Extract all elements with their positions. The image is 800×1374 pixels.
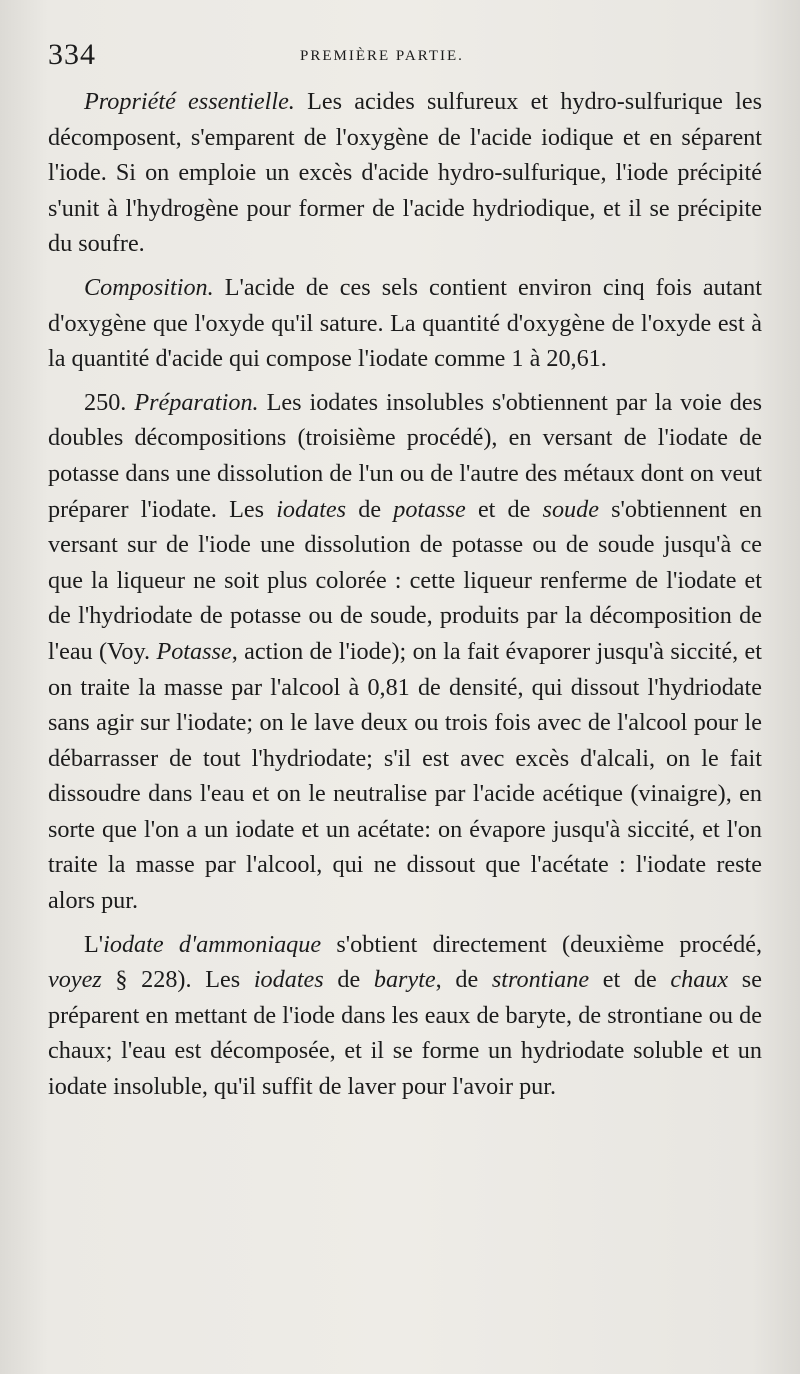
italic-term: soude xyxy=(542,495,599,523)
paragraph-text: et de xyxy=(465,495,543,523)
paragraph-text: de xyxy=(323,966,374,994)
page-number: 334 xyxy=(48,38,96,71)
section-number: 250. xyxy=(84,388,127,416)
paragraph-text: , de xyxy=(435,966,492,994)
italic-term: baryte xyxy=(373,966,436,994)
italic-term: voyez xyxy=(48,966,102,994)
paragraph-heading: Préparation. xyxy=(134,388,259,416)
paragraph-ammoniaque xyxy=(48,927,762,1105)
paragraph-text: L'acide de ces sels contient environ cinq fois autant d'oxygène que l'oxyde qu'il sature. La quantité d'oxygène de l'oxyde est à la quantité d'acide qui compose l'iodate comme 1 à 20,61. xyxy=(48,273,762,373)
paragraph-heading: Composition. xyxy=(84,273,214,301)
page-header xyxy=(48,38,760,78)
paragraph-text: , action de l'iode); on la fait évaporer jusqu'à siccité, et on traite la masse par l'alcool à 0,81 de densité, qui dissout l'hydriodate sans agir sur l'iodate; on le lave deux ou trois fois avec de l'alcool pour le débarrasser de tout l'hydriodate; s'il est avec excès d'alcali, on le fait dissoudre dans l'eau et on le neutralise par l'acide acétique (vinaigre), en sorte que l'on a un iodate et un acétate: on évapore jusqu'à siccité, et l'on traite la masse par l'alcool, qui ne dissout que l'acétate : l'iodate reste alors pur. xyxy=(48,637,762,915)
italic-term: iodates xyxy=(276,495,347,523)
paragraph-text: § 228). Les xyxy=(101,966,254,994)
paragraph-heading: Propriété essentielle. xyxy=(84,88,295,115)
body-text xyxy=(48,84,762,1105)
paragraph-text: se préparent en mettant de l'iode dans les eaux de baryte, de strontiane ou de chaux; l'eau est décomposée, et il se forme un hydriodate soluble et un iodate insoluble, qu'il suffit de laver pour l'avoir pur. xyxy=(48,966,762,1101)
running-title: PREMIÈRE PARTIE. xyxy=(300,48,464,64)
paragraph-preparation xyxy=(48,385,762,919)
paragraph-composition xyxy=(48,270,762,377)
italic-term: strontiane xyxy=(491,966,590,994)
paragraph-text: Les acides sulfureux et hydro-sulfurique les décomposent, s'emparent de l'oxygène de l'acide iodique et en séparent l'iode. Si on emploie un excès d'acide hydro-sulfurique, l'iode précipité s'unit à l'hydrogène pour former de l'acide hydriodique, et il se précipite du soufre. xyxy=(48,88,763,258)
italic-term: potasse xyxy=(393,495,466,523)
italic-term: chaux xyxy=(670,966,729,994)
italic-term: iodate d'ammoniaque xyxy=(103,930,322,958)
italic-term: Potasse xyxy=(156,637,232,665)
paragraph-propriete xyxy=(48,84,762,262)
italic-term: iodates xyxy=(253,966,324,994)
paragraph-text: s'obtiennent en versant sur de l'iode une dissolution de potasse ou de soude jusqu'à ce que la liqueur ne soit plus colorée : cette liqueur renferme de l'iodate et de l'hydriodate de potasse ou de soude, produits par la décomposition de l'eau (Voy. xyxy=(48,495,762,665)
paragraph-text: de xyxy=(346,495,394,523)
paragraph-text: Les iodates insolubles s'obtiennent par la voie des doubles décompositions (troisième procédé), en versant de l'iodate de potasse dans une dissolution de l'un ou de l'autre des métaux dont on veut préparer l'iodate. Les xyxy=(48,388,762,523)
paragraph-text: s'obtient directement (deuxième procédé, xyxy=(321,930,762,958)
paragraph-text: et de xyxy=(589,966,671,994)
paragraph-text: L' xyxy=(84,930,104,958)
